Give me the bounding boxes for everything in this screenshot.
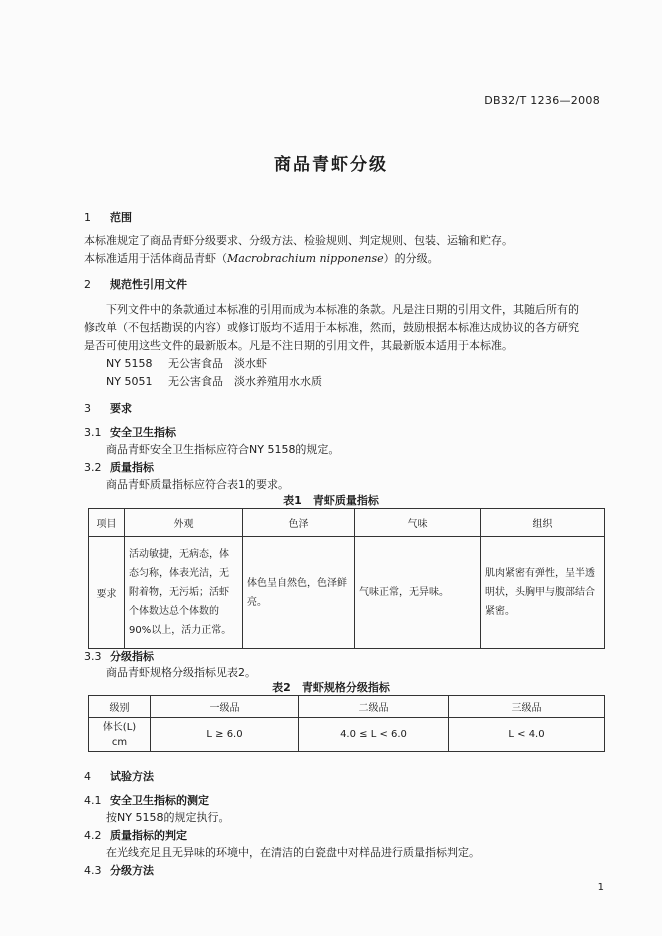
- normative-text-line: 是否可使用这些文件的最新版本。凡是不注日期的引用文件，其最新版本适用于本标准。: [84, 339, 513, 352]
- subsection-3-2-text: 商品青虾质量指标应符合表1的要求。: [106, 478, 289, 491]
- reference-name: 无公害食品 淡水虾: [168, 357, 267, 370]
- odor-cell: 气味正常，无异味。: [355, 537, 481, 649]
- table-row-label: [89, 718, 151, 752]
- subsection-title: 安全卫生指标的测定: [110, 794, 209, 807]
- reference-item: [106, 373, 322, 389]
- standard-number: DB32/T 1236—2008: [484, 94, 600, 107]
- subsection-number: 4.2: [84, 829, 102, 842]
- table-header-cell: 组织: [481, 509, 605, 537]
- table-cell: L ≥ 6.0: [151, 718, 299, 752]
- table-header-cell: 项目: [89, 509, 125, 537]
- table-row: [89, 537, 605, 649]
- table-header-cell: 三级品: [449, 696, 605, 718]
- subsection-title: 分级指标: [110, 650, 154, 663]
- section-title: 试验方法: [110, 770, 154, 783]
- table-row-label: 要求: [89, 537, 125, 649]
- section-4-heading: [84, 768, 154, 784]
- subsection-3-1-text: 商品青虾安全卫生指标应符合NY 5158的规定。: [106, 443, 340, 456]
- table-header-row: [89, 509, 605, 537]
- appearance-cell: 活动敏捷，无病态，体态匀称，体表光洁，无附着物，无污垢；活虾个体数达总个体数的90%以上，活力正常。: [125, 537, 243, 649]
- color-cell: 体色呈自然色，色泽鲜亮。: [243, 537, 355, 649]
- subsection-4-2-heading: [84, 827, 187, 843]
- section-number: 2: [84, 278, 91, 291]
- scope-text-a: 本标准适用于活体商品青虾（: [84, 252, 227, 265]
- subsection-3-2-heading: [84, 459, 154, 475]
- subsection-4-1-text: 按NY 5158的规定执行。: [106, 811, 230, 824]
- section-number: 3: [84, 402, 91, 415]
- scope-paragraph-2: [84, 250, 439, 266]
- page-number: 1: [597, 882, 604, 893]
- subsection-title: 分级方法: [110, 864, 154, 877]
- table-header-cell: 气味: [355, 509, 481, 537]
- subsection-3-3-heading: [84, 648, 154, 664]
- table-cell: L < 4.0: [449, 718, 605, 752]
- subsection-number: 3.2: [84, 461, 102, 474]
- subsection-4-2-text: 在光线充足且无异味的环境中，在清洁的白瓷盘中对样品进行质量指标判定。: [106, 846, 480, 859]
- subsection-title: 安全卫生指标: [110, 426, 176, 439]
- table-header-cell: 外观: [125, 509, 243, 537]
- table-header-cell: 级别: [89, 696, 151, 718]
- table-row: [89, 718, 605, 752]
- subsection-title: 质量指标的判定: [110, 829, 187, 842]
- subsection-3-3-text: 商品青虾规格分级指标见表2。: [106, 666, 256, 679]
- texture-cell: 肌肉紧密有弹性，呈半透明状，头胸甲与腹部结合紧密。: [481, 537, 605, 649]
- subsection-4-3-heading: [84, 862, 154, 878]
- table-2-caption: 表2 青虾规格分级指标: [272, 681, 390, 694]
- subsection-3-1-heading: [84, 424, 176, 440]
- table-header-cell: 二级品: [299, 696, 449, 718]
- normative-text-line: 下列文件中的条款通过本标准的引用而成为本标准的条款。凡是注日期的引用文件，其随后所有的: [106, 303, 579, 316]
- reference-item: [106, 355, 267, 371]
- size-grade-table: [88, 695, 605, 752]
- scope-text-b: ）的分级。: [383, 252, 439, 265]
- document-title: 商品青虾分级: [274, 155, 388, 175]
- table-header-cell: 一级品: [151, 696, 299, 718]
- reference-code: NY 5158: [106, 357, 153, 370]
- reference-name: 无公害食品 淡水养殖用水水质: [168, 375, 322, 388]
- subsection-number: 4.1: [84, 794, 102, 807]
- section-number: 4: [84, 770, 91, 783]
- normative-text-line: 修改单（不包括勘误的内容）或修订版均不适用于本标准，然而，鼓励根据本标准达成协议的各方研究: [84, 321, 579, 334]
- section-1-heading: [84, 209, 132, 225]
- table-header-cell: 色泽: [243, 509, 355, 537]
- table-cell: 4.0 ≤ L < 6.0: [299, 718, 449, 752]
- subsection-title: 质量指标: [110, 461, 154, 474]
- section-title: 范围: [110, 211, 132, 224]
- scope-paragraph-1: 本标准规定了商品青虾分级要求、分级方法、检验规则、判定规则、包装、运输和贮存。: [84, 234, 513, 247]
- quality-index-table: [88, 508, 605, 649]
- table-header-row: [89, 696, 605, 718]
- table-1-caption: 表1 青虾质量指标: [283, 494, 379, 507]
- section-title: 要求: [110, 402, 132, 415]
- subsection-number: 4.3: [84, 864, 102, 877]
- section-3-heading: [84, 400, 132, 416]
- label-line: 体长(L): [102, 721, 137, 733]
- section-number: 1: [84, 211, 91, 224]
- section-title: 规范性引用文件: [110, 278, 187, 291]
- latin-species-name: Macrobrachium nipponense: [227, 252, 384, 265]
- subsection-4-1-heading: [84, 792, 209, 808]
- label-line: cm: [111, 736, 128, 748]
- subsection-number: 3.3: [84, 650, 102, 663]
- subsection-number: 3.1: [84, 426, 102, 439]
- reference-code: NY 5051: [106, 375, 153, 388]
- section-2-heading: [84, 276, 187, 292]
